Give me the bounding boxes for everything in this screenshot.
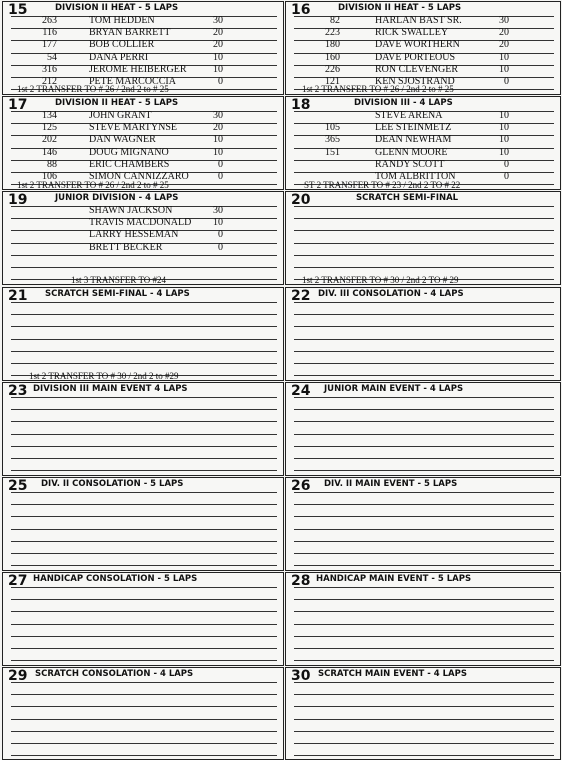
car-number: 121 [325, 76, 340, 87]
event-box-16 [285, 1, 561, 95]
write-in-line [11, 504, 277, 505]
event-box-23 [2, 382, 284, 476]
points: 0 [218, 158, 223, 170]
driver-name: SHAWN JACKSON [89, 205, 173, 216]
event-title: JUNIOR MAIN EVENT - 4 LAPS [324, 384, 464, 394]
write-in-line [294, 218, 554, 219]
write-in-line [294, 421, 554, 422]
write-in-line [11, 458, 277, 459]
write-in-line [11, 492, 277, 493]
write-in-line [11, 397, 277, 398]
driver-name: DOUG MIGNANO [89, 146, 169, 158]
points: 10 [499, 122, 509, 134]
write-in-line [11, 421, 277, 422]
car-number: 146 [42, 146, 57, 158]
event-title: DIVISION II HEAT - 5 LAPS [55, 98, 179, 108]
event-title: SCRATCH SEMI-FINAL [356, 193, 459, 203]
points: 10 [499, 63, 509, 75]
event-number: 21 [8, 288, 28, 304]
driver-name: KEN SJOSTRAND [375, 76, 455, 87]
points: 0 [504, 76, 509, 87]
write-in-line [11, 302, 277, 303]
driver-name: LARRY HESSEMAN [89, 229, 179, 241]
driver-name: DAVE PORTEOUS [375, 51, 456, 63]
event-title: DIVISION II HEAT - 5 LAPS [338, 3, 462, 13]
write-in-line [294, 363, 554, 364]
event-title: SCRATCH MAIN EVENT - 4 LAPS [318, 669, 467, 679]
points: 10 [213, 51, 223, 63]
event-number: 22 [291, 288, 311, 304]
event-box-17 [2, 96, 284, 190]
write-in-line [11, 624, 277, 625]
points: 30 [213, 205, 223, 216]
write-in-line [294, 587, 554, 588]
points: 10 [499, 110, 509, 121]
event-number: 24 [291, 383, 311, 399]
driver-name: BRYAN BARRETT [89, 27, 171, 39]
points: 10 [213, 146, 223, 158]
points: 30 [499, 15, 509, 26]
event-box-15 [2, 1, 284, 95]
driver-name: BOB COLLIER [89, 39, 155, 51]
write-in-line [11, 565, 277, 566]
car-number: 88 [47, 158, 57, 170]
driver-name: JOHN GRANT [89, 110, 152, 121]
write-in-line [294, 636, 554, 637]
write-in-line [11, 314, 277, 315]
event-box-22 [285, 287, 561, 381]
event-box-19 [2, 191, 284, 285]
write-in-line [11, 541, 277, 542]
driver-name: LEE STEINMETZ [375, 122, 452, 134]
event-box-21 [2, 287, 284, 381]
write-in-line [294, 267, 554, 268]
transfer-note: 1st 2 TRANSFER TO # 26 / 2nd 2 to # 25 [17, 84, 169, 94]
write-in-line [294, 755, 554, 756]
write-in-line [11, 755, 277, 756]
event-box-28 [285, 572, 561, 666]
driver-name: ERIC CHAMBERS [89, 158, 170, 170]
driver-name: TOM ALBRITTON [375, 171, 456, 182]
event-box-24 [285, 382, 561, 476]
write-in-line [294, 541, 554, 542]
transfer-note: 1st 2 TRANSFER TO # 26 / 2nd 2 to # 25 [17, 180, 169, 190]
write-in-line [294, 694, 554, 695]
points: 0 [504, 158, 509, 170]
event-number: 20 [291, 192, 311, 208]
write-in-line [11, 719, 277, 720]
event-box-20 [285, 191, 561, 285]
driver-name: JEROME HEIBERGER [89, 63, 187, 75]
write-in-line [294, 470, 554, 471]
car-number: 116 [42, 27, 57, 39]
points: 10 [213, 217, 223, 229]
write-in-line [11, 743, 277, 744]
event-number: 15 [8, 2, 28, 18]
points: 10 [213, 134, 223, 146]
write-in-line [11, 446, 277, 447]
write-in-line [294, 314, 554, 315]
event-number: 28 [291, 573, 311, 589]
event-number: 17 [8, 97, 28, 113]
points: 10 [213, 63, 223, 75]
write-in-line [294, 660, 554, 661]
write-in-line [294, 446, 554, 447]
car-number: 106 [42, 171, 57, 182]
write-in-line [294, 206, 554, 207]
driver-name: TOM HEDDEN [89, 15, 155, 26]
points: 30 [213, 110, 223, 121]
event-box-18 [285, 96, 561, 190]
car-number: 105 [325, 122, 340, 134]
write-in-line [294, 255, 554, 256]
write-in-line [11, 351, 277, 352]
write-in-line [294, 434, 554, 435]
event-number: 16 [291, 2, 311, 18]
event-number: 23 [8, 383, 28, 399]
write-in-line [294, 230, 554, 231]
driver-name: STEVE MARTYNSE [89, 122, 178, 134]
event-box-27 [2, 572, 284, 666]
car-number: 223 [325, 27, 340, 39]
write-in-line [11, 267, 277, 268]
points: 20 [213, 122, 223, 134]
driver-name: SIMON CANNIZZARO [89, 171, 189, 182]
driver-name: RICK SWALLEY [375, 27, 449, 39]
write-in-line [294, 599, 554, 600]
write-in-line [294, 553, 554, 554]
write-in-line [294, 516, 554, 517]
car-number: 202 [42, 134, 57, 146]
car-number: 134 [42, 110, 57, 121]
transfer-note: 1st 2 TRANSFER TO # 30 / 2nd 2 TO # 29 [302, 275, 459, 285]
driver-name: GLENN MOORE [375, 146, 448, 158]
write-in-line [294, 339, 554, 340]
event-number: 18 [291, 97, 311, 113]
write-in-line [294, 409, 554, 410]
write-in-line [11, 339, 277, 340]
write-in-line [11, 694, 277, 695]
write-in-line [11, 409, 277, 410]
points: 0 [218, 76, 223, 87]
write-in-line [294, 529, 554, 530]
write-in-line [294, 731, 554, 732]
write-in-line [294, 682, 554, 683]
write-in-line [294, 743, 554, 744]
event-title: JUNIOR DIVISION - 4 LAPS [55, 193, 179, 203]
event-title: DIV. III CONSOLATION - 4 LAPS [318, 289, 464, 299]
points: 0 [218, 241, 223, 253]
points: 0 [218, 229, 223, 241]
points: 10 [499, 51, 509, 63]
car-number: 160 [325, 51, 340, 63]
event-title: DIVISION III - 4 LAPS [354, 98, 453, 108]
write-in-line [11, 529, 277, 530]
write-in-line [294, 504, 554, 505]
write-in-line [294, 302, 554, 303]
transfer-note: 1st 2 TRANSFER TO # 30 / 2nd 2 to #29 [29, 371, 179, 381]
write-in-line [294, 351, 554, 352]
write-in-line [294, 706, 554, 707]
transfer-note: ST 2 TRANSFER TO # 23 / 2nd 2 TO # 22 [304, 180, 461, 190]
write-in-line [11, 255, 277, 256]
car-number: 82 [330, 15, 340, 26]
points: 0 [504, 171, 509, 182]
write-in-line [11, 470, 277, 471]
write-in-line [11, 599, 277, 600]
points: 10 [499, 134, 509, 146]
event-box-29 [2, 667, 284, 760]
write-in-line [11, 434, 277, 435]
event-title: HANDICAP CONSOLATION - 5 LAPS [33, 574, 198, 584]
points: 20 [213, 39, 223, 51]
write-in-line [11, 516, 277, 517]
event-number: 27 [8, 573, 28, 589]
points: 20 [499, 27, 509, 39]
points: 10 [499, 146, 509, 158]
driver-name: TRAVIS MACDONALD [89, 217, 192, 229]
driver-name: DAN WAGNER [89, 134, 156, 146]
write-in-line [11, 587, 277, 588]
car-number: 263 [42, 15, 57, 26]
event-box-25 [2, 477, 284, 571]
write-in-line [294, 243, 554, 244]
event-title: DIV. II MAIN EVENT - 5 LAPS [324, 479, 458, 489]
driver-name: HARLAN BAST SR. [375, 15, 462, 26]
write-in-line [294, 326, 554, 327]
write-in-line [294, 492, 554, 493]
write-in-line [11, 326, 277, 327]
event-number: 26 [291, 478, 311, 494]
write-in-line [294, 397, 554, 398]
event-box-30 [285, 667, 561, 760]
write-in-line [294, 458, 554, 459]
event-number: 29 [8, 668, 28, 684]
car-number: 125 [42, 122, 57, 134]
write-in-line [11, 636, 277, 637]
write-in-line [294, 565, 554, 566]
car-number: 180 [325, 39, 340, 51]
event-number: 19 [8, 192, 28, 208]
car-number: 177 [42, 39, 57, 51]
write-in-line [11, 660, 277, 661]
points: 30 [213, 15, 223, 26]
write-in-line [294, 611, 554, 612]
points: 0 [218, 171, 223, 182]
write-in-line [11, 363, 277, 364]
transfer-note: 1st 3 TRANSFER TO #24 [71, 275, 167, 285]
write-in-line [294, 375, 554, 376]
car-number: 212 [42, 76, 57, 87]
driver-name: RON CLEVENGER [375, 63, 459, 75]
event-title: SCRATCH SEMI-FINAL - 4 LAPS [45, 289, 190, 299]
driver-name: DEAN NEWHAM [375, 134, 452, 146]
event-title: SCRATCH CONSOLATION - 4 LAPS [35, 669, 194, 679]
driver-name: DANA PERRI [89, 51, 149, 63]
write-in-line [11, 682, 277, 683]
write-in-line [11, 553, 277, 554]
driver-name: DAVE WORTHERN [375, 39, 460, 51]
car-number: 316 [42, 63, 57, 75]
write-in-line [11, 648, 277, 649]
driver-name: RANDY SCOTT [375, 158, 445, 170]
write-in-line [294, 624, 554, 625]
event-title: DIVISION III MAIN EVENT 4 LAPS [33, 384, 188, 394]
car-number: 226 [325, 63, 340, 75]
car-number: 54 [47, 51, 57, 63]
event-number: 30 [291, 668, 311, 684]
write-in-line [11, 731, 277, 732]
event-number: 25 [8, 478, 28, 494]
write-in-line [11, 611, 277, 612]
event-title: DIV. II CONSOLATION - 5 LAPS [41, 479, 184, 489]
car-number: 365 [325, 134, 340, 146]
points: 20 [213, 27, 223, 39]
event-box-26 [285, 477, 561, 571]
event-title: HANDICAP MAIN EVENT - 5 LAPS [316, 574, 472, 584]
event-title: DIVISION II HEAT - 5 LAPS [55, 3, 179, 13]
points: 20 [499, 39, 509, 51]
driver-name: STEVE ARENA [375, 110, 443, 121]
write-in-line [11, 706, 277, 707]
car-number: 151 [325, 146, 340, 158]
driver-name: PETE MARCOCCIA [89, 76, 176, 87]
transfer-note: 1st 2 TRANSFER TO # 26 / 2nd 2 to # 25 [302, 84, 454, 94]
write-in-line [294, 648, 554, 649]
write-in-line [294, 719, 554, 720]
driver-name: BRETT BECKER [89, 241, 163, 253]
